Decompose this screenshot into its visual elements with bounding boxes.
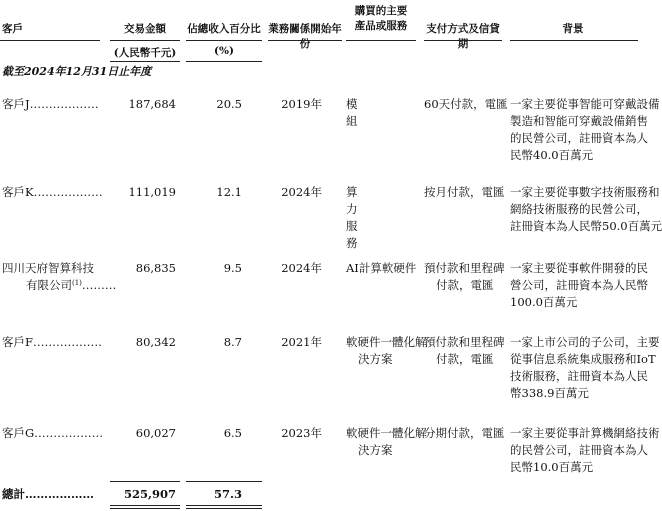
total-rule-bottom-revenue-1 <box>186 505 262 506</box>
row-4-customer: 客戶F……………… <box>2 335 102 349</box>
row-1-start-year: 2019年 <box>281 97 322 111</box>
row-5-background-line-2: 的民營公司，註冊資本為人 <box>510 443 648 457</box>
row-4-amount: 80,342 <box>135 335 176 349</box>
total-revenue-pct: 57.3 <box>213 487 242 501</box>
row-4-payment <box>424 334 505 368</box>
period-label: 截至2024年12月31日止年度 <box>2 65 152 78</box>
total-label: 總計……………… <box>2 487 94 501</box>
row-4-background <box>510 334 660 402</box>
header-background: 背景 <box>562 23 584 35</box>
row-3-background-line-2: 營公司，註冊資本為人民幣 <box>510 278 648 292</box>
row-2-product-line-1: 算力服務 <box>346 185 358 250</box>
row-3-revenue-pct: 9.5 <box>223 261 242 275</box>
header-products <box>346 4 416 34</box>
row-1-payment-line-1: 60天付款，電匯 <box>424 97 508 111</box>
row-5-start-year: 2023年 <box>281 426 322 440</box>
total-rule-bottom-amount-2 <box>110 508 180 509</box>
header-revenue-pct: 佔總收入百分比 <box>187 23 261 35</box>
row-1-background-line-4: 民幣40.0百萬元 <box>510 148 594 162</box>
row-5-customer: 客戶G……………… <box>2 426 104 440</box>
header-rule-customer <box>0 40 100 41</box>
row-2-amount: 111,019 <box>128 185 176 199</box>
row-2-payment-line-1: 按月付款，電匯 <box>424 185 505 199</box>
row-1-background-line-2: 製造和智能可穿戴設備銷售 <box>510 114 648 128</box>
unit-revenue-pct: (%) <box>214 45 234 57</box>
row-4-payment-line-2: 付款，電匯 <box>436 352 494 366</box>
row-3-customer-name-part: 有限公司 <box>26 278 72 292</box>
row-1-background <box>510 96 660 164</box>
unit-amount: (人民幣千元) <box>113 47 177 59</box>
row-2-background-line-1: 一家主要從事數字技術服務和 <box>510 185 660 199</box>
row-2-customer: 客戶K……………… <box>2 185 103 199</box>
row-3-customer-dots: ……… <box>81 278 117 292</box>
row-4-product <box>346 334 427 368</box>
row-4-background-line-1: 一家上市公司的子公司，主要 <box>510 335 660 349</box>
row-5-amount: 60,027 <box>135 426 176 440</box>
row-3-background <box>510 260 648 311</box>
row-5-revenue-pct: 6.5 <box>223 426 242 440</box>
header-rule-revenue <box>186 40 262 41</box>
header-payment: 支付方式及信貸期 <box>426 23 500 50</box>
row-4-product-line-2: 決方案 <box>358 352 393 366</box>
row-5-background-line-3: 民幣10.0百萬元 <box>510 460 594 474</box>
unit-rule-amount <box>110 61 180 62</box>
row-3-customer-line-1: 四川天府智算科技 <box>2 261 94 275</box>
row-2-background <box>510 184 662 235</box>
row-4-background-line-2: 從事信息系統集成服務和IoT <box>510 352 656 366</box>
total-rule-top-revenue <box>186 481 262 482</box>
header-rule-year <box>268 40 342 41</box>
row-5-product-line-2: 決方案 <box>358 443 393 457</box>
total-rule-bottom-amount-1 <box>110 505 180 506</box>
header-rule-amount <box>110 40 180 41</box>
row-5-product-line-1: 軟硬件一體化解 <box>346 426 427 440</box>
row-5-payment-line-1: 分期付款，電匯 <box>424 426 505 440</box>
row-5-background <box>510 425 660 476</box>
row-3-amount: 86,835 <box>135 261 176 275</box>
row-4-payment-line-1: 預付款和里程碑 <box>424 335 505 349</box>
row-1-customer: 客戶J……………… <box>2 97 99 111</box>
row-1-amount: 187,684 <box>128 97 176 111</box>
row-1-product-line-1: 模組 <box>346 97 358 128</box>
row-5-background-line-1: 一家主要從事計算機網絡技術 <box>510 426 660 440</box>
unit-rule-revenue <box>186 61 262 62</box>
row-3-start-year: 2024年 <box>281 261 322 275</box>
row-4-product-line-1: 軟硬件一體化解 <box>346 335 427 349</box>
total-rule-top-amount <box>110 481 180 482</box>
header-rule-payment <box>424 40 502 41</box>
row-4-start-year: 2021年 <box>281 335 322 349</box>
row-2-background-line-3: 註冊資本為人民幣50.0百萬元 <box>510 219 662 233</box>
row-1-revenue-pct: 20.5 <box>216 97 242 111</box>
total-amount: 525,907 <box>123 487 176 501</box>
row-2-start-year: 2024年 <box>281 185 322 199</box>
header-amount: 交易金額 <box>124 23 166 35</box>
header-customer: 客戶 <box>2 23 23 35</box>
row-3-customer-line-2 <box>26 277 116 294</box>
row-2-revenue-pct: 12.1 <box>216 185 242 199</box>
header-products-line2: 產品或服務 <box>354 20 408 32</box>
row-1-background-line-3: 的民營公司，註冊資本為人 <box>510 131 648 145</box>
header-rule-background <box>510 40 638 41</box>
header-start-year: 業務關係開始年份 <box>268 23 342 50</box>
row-3-footnote-marker: (1) <box>72 279 82 287</box>
row-5-product <box>346 425 427 459</box>
total-rule-bottom-revenue-2 <box>186 508 262 509</box>
row-1-background-line-1: 一家主要從事智能可穿戴設備 <box>510 97 660 111</box>
header-products-line1: 購買的主要 <box>354 5 408 17</box>
row-3-payment-line-1: 預付款和里程碑 <box>424 261 505 275</box>
row-4-revenue-pct: 8.7 <box>223 335 242 349</box>
header-rule-products <box>346 40 416 41</box>
row-2-background-line-2: 網絡技術服務的民營公司， <box>510 202 648 216</box>
row-4-background-line-3: 技術服務，註冊資本為人民 <box>510 369 648 383</box>
row-3-background-line-3: 100.0百萬元 <box>510 295 578 309</box>
row-3-background-line-1: 一家主要從事軟件開發的民 <box>510 261 648 275</box>
row-3-product-line-1: AI計算軟硬件 <box>346 261 417 275</box>
row-4-background-line-4: 幣338.9百萬元 <box>510 386 589 400</box>
row-3-payment <box>424 260 505 294</box>
row-3-payment-line-2: 付款，電匯 <box>436 278 494 292</box>
